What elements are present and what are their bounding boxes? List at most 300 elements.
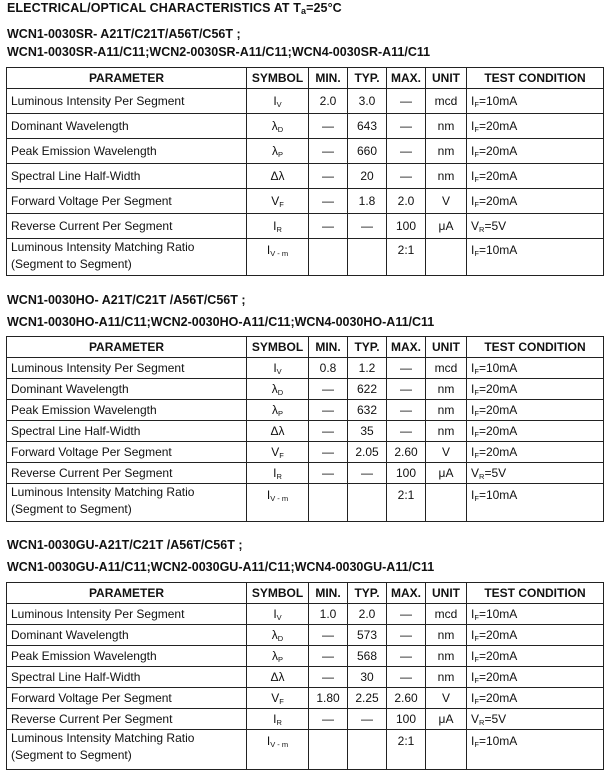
parameter-cell (7, 646, 247, 667)
min-cell (309, 463, 348, 484)
table-row (7, 667, 604, 688)
unit-value: μA (438, 219, 454, 233)
unit-value: nm (437, 424, 455, 438)
symbol-subscript: D (277, 387, 284, 397)
typ-value: — (361, 466, 373, 480)
symbol-cell (247, 89, 309, 114)
symbol-subscript: P (277, 654, 283, 664)
condition-value: =20mA (478, 444, 518, 459)
test-condition-cell (467, 421, 604, 442)
unit-value: nm (437, 169, 455, 183)
max-cell (387, 421, 426, 442)
column-header-cond: TEST CONDITION (467, 583, 604, 604)
table-row (7, 604, 604, 625)
parameter-name: Luminous Intensity Per Segment (11, 94, 185, 108)
min-value: — (322, 712, 334, 726)
test-condition-cell (467, 442, 604, 463)
max-cell (387, 379, 426, 400)
parameter-name: Peak Emission Wavelength (11, 144, 157, 158)
typ-cell (348, 358, 387, 379)
parameter-cell (7, 139, 247, 164)
symbol-cell (247, 688, 309, 709)
unit-cell (426, 89, 467, 114)
min-cell (309, 484, 348, 522)
max-cell (387, 463, 426, 484)
condition-symbol: I (471, 168, 475, 183)
parameter-name: Dominant Wavelength (11, 119, 129, 133)
max-cell (387, 442, 426, 463)
condition-symbol: V (471, 218, 480, 233)
parameter-name: Reverse Current Per Segment (11, 712, 173, 726)
column-header-max: MAX. (387, 337, 426, 358)
condition-value: =20mA (478, 402, 518, 417)
column-header-sym: SYMBOL (247, 583, 309, 604)
table-row (7, 139, 604, 164)
condition-subscript: F (474, 740, 479, 749)
column-header-param: PARAMETER (7, 583, 247, 604)
max-cell (387, 189, 426, 214)
parameter-name: Luminous Intensity Per Segment (11, 361, 185, 375)
min-cell (309, 214, 348, 239)
symbol-cell (247, 189, 309, 214)
typ-cell (348, 139, 387, 164)
table-row (7, 379, 604, 400)
unit-value: nm (437, 144, 455, 158)
max-cell (387, 400, 426, 421)
title-prefix: ELECTRICAL/OPTICAL CHARACTERISTICS AT T (7, 1, 301, 15)
typ-cell (348, 667, 387, 688)
min-value: — (322, 628, 334, 642)
symbol-text: V (271, 690, 280, 705)
parameter-cell (7, 442, 247, 463)
condition-symbol: I (471, 93, 475, 108)
unit-value: μA (438, 466, 454, 480)
unit-cell (426, 358, 467, 379)
parameter-block (11, 484, 246, 518)
typ-cell (348, 463, 387, 484)
min-cell (309, 400, 348, 421)
min-cell (309, 189, 348, 214)
unit-cell (426, 164, 467, 189)
symbol-subscript: V (276, 612, 282, 622)
typ-cell (348, 239, 387, 276)
condition-symbol: I (471, 444, 475, 459)
min-value: — (322, 219, 334, 233)
test-condition-cell (467, 379, 604, 400)
symbol-cell (247, 421, 309, 442)
parameter-cell (7, 400, 247, 421)
max-value: 2:1 (397, 488, 415, 502)
test-condition-cell (467, 358, 604, 379)
min-cell (309, 604, 348, 625)
min-cell (309, 358, 348, 379)
typ-value: — (361, 219, 373, 233)
parameter-name: Peak Emission Wavelength (11, 403, 157, 417)
test-condition-cell (467, 463, 604, 484)
parameter-name: Reverse Current Per Segment (11, 466, 173, 480)
table-row (7, 688, 604, 709)
parameter-name: Spectral Line Half-Width (11, 424, 141, 438)
typ-cell (348, 421, 387, 442)
typ-cell (348, 379, 387, 400)
unit-cell (426, 667, 467, 688)
max-value: 100 (395, 712, 417, 726)
test-condition-cell (467, 667, 604, 688)
condition-symbol: I (471, 423, 475, 438)
symbol-text: I (266, 734, 271, 748)
min-value: 0.8 (319, 361, 337, 375)
condition-value: =5V (484, 711, 507, 726)
min-value: — (322, 194, 334, 208)
unit-value: mcd (434, 361, 458, 375)
typ-cell (348, 730, 387, 770)
unit-value: V (441, 194, 450, 208)
parameter-cell (7, 214, 247, 239)
symbol-subscript: P (277, 408, 283, 418)
min-cell (309, 421, 348, 442)
condition-symbol: I (471, 690, 475, 705)
condition-value: =20mA (478, 143, 518, 158)
title-suffix: =25°C (306, 1, 342, 15)
typ-cell (348, 484, 387, 522)
section-1-model-line-2: WCN1-0030SR-A11/C11;WCN2-0030SR-A11/C11;WCN4-0030SR-A11/C11 (7, 45, 431, 59)
condition-subscript: F (474, 149, 479, 159)
typ-cell (348, 400, 387, 421)
unit-cell (426, 688, 467, 709)
unit-cell (426, 646, 467, 667)
table-row (7, 358, 604, 379)
symbol-text: I (273, 360, 277, 375)
column-header-typ: TYP. (348, 68, 387, 89)
unit-value: nm (437, 403, 455, 417)
symbol-cell (247, 400, 309, 421)
section-2-model-line-1: WCN1-0030HO- A21T/C21T /A56T/C56T ; (7, 293, 246, 307)
max-cell (387, 604, 426, 625)
symbol-subscript: V - m (270, 249, 289, 258)
condition-symbol: I (471, 193, 475, 208)
parameter-cell (7, 688, 247, 709)
symbol-cell (247, 442, 309, 463)
table-row (7, 625, 604, 646)
max-cell (387, 358, 426, 379)
condition-value: =20mA (478, 168, 518, 183)
typ-cell (348, 625, 387, 646)
min-value: 2.0 (319, 94, 337, 108)
table-header-row (7, 583, 604, 604)
column-header-param: PARAMETER (7, 337, 247, 358)
symbol-text: Δλ (270, 670, 285, 684)
condition-subscript: R (479, 471, 485, 481)
condition-subscript: F (474, 124, 479, 134)
min-cell (309, 688, 348, 709)
table-header-row (7, 68, 604, 89)
max-cell (387, 484, 426, 522)
column-header-typ: TYP. (348, 337, 387, 358)
unit-cell (426, 114, 467, 139)
min-value: — (322, 670, 334, 684)
condition-subscript: F (474, 249, 479, 258)
parameter-cell (7, 604, 247, 625)
min-cell (309, 379, 348, 400)
max-value: 2:1 (397, 734, 415, 748)
table-row (7, 164, 604, 189)
table-row (7, 709, 604, 730)
condition-subscript: F (474, 99, 479, 109)
condition-value: =10mA (478, 734, 518, 748)
parameter-note: (Segment to Segment) (11, 257, 132, 271)
condition-symbol: V (471, 711, 480, 726)
min-cell (309, 667, 348, 688)
typ-cell (348, 709, 387, 730)
symbol-text: I (273, 711, 277, 726)
condition-value: =10mA (478, 243, 518, 257)
parameter-name: Luminous Intensity Per Segment (11, 607, 185, 621)
min-cell (309, 164, 348, 189)
typ-cell (348, 164, 387, 189)
max-value: — (400, 382, 412, 396)
condition-value: =20mA (478, 627, 518, 642)
max-cell (387, 139, 426, 164)
symbol-subscript: D (277, 633, 284, 643)
table-row (7, 89, 604, 114)
parameter-name: Spectral Line Half-Width (11, 169, 141, 183)
symbol-cell (247, 730, 309, 770)
parameter-cell (7, 114, 247, 139)
symbol-text: λ (271, 381, 278, 396)
parameter-cell (7, 89, 247, 114)
symbol-text: I (273, 218, 277, 233)
spec-table-1 (6, 67, 604, 276)
parameter-note: (Segment to Segment) (11, 502, 132, 516)
parameter-cell (7, 667, 247, 688)
unit-cell (426, 239, 467, 276)
unit-cell (426, 189, 467, 214)
page-title (7, 1, 342, 16)
symbol-subscript: F (279, 199, 284, 209)
max-value: 100 (395, 466, 417, 480)
symbol-cell (247, 358, 309, 379)
table-row (7, 646, 604, 667)
symbol-cell (247, 114, 309, 139)
condition-subscript: R (479, 717, 485, 727)
max-cell (387, 730, 426, 770)
test-condition-cell (467, 604, 604, 625)
symbol-subscript: V (276, 366, 282, 376)
symbol-text: V (271, 444, 280, 459)
typ-value: 632 (356, 403, 378, 417)
symbol-text: I (273, 606, 277, 621)
max-cell (387, 114, 426, 139)
max-value: — (400, 424, 412, 438)
symbol-text: λ (271, 402, 278, 417)
test-condition-cell (467, 709, 604, 730)
condition-subscript: F (474, 199, 479, 209)
typ-value: 20 (360, 169, 374, 183)
table-row (7, 730, 604, 770)
test-condition-cell (467, 214, 604, 239)
typ-value: 2.05 (355, 445, 379, 459)
condition-value: =20mA (478, 118, 518, 133)
table-row (7, 239, 604, 276)
condition-symbol: I (471, 734, 475, 748)
test-condition-cell (467, 400, 604, 421)
test-condition-cell (467, 164, 604, 189)
symbol-cell (247, 604, 309, 625)
symbol-text: I (266, 488, 271, 502)
test-condition-cell (467, 239, 604, 276)
symbol-subscript: R (276, 717, 282, 727)
typ-cell (348, 604, 387, 625)
min-value: — (322, 445, 334, 459)
condition-symbol: I (471, 402, 475, 417)
unit-value: mcd (434, 94, 458, 108)
unit-cell (426, 709, 467, 730)
parameter-block (11, 239, 246, 273)
min-value: — (322, 169, 334, 183)
symbol-cell (247, 625, 309, 646)
test-condition-cell (467, 189, 604, 214)
max-value: — (400, 649, 412, 663)
condition-value: =10mA (478, 488, 518, 502)
typ-cell (348, 214, 387, 239)
condition-value: =10mA (478, 93, 518, 108)
column-header-typ: TYP. (348, 583, 387, 604)
symbol-cell (247, 164, 309, 189)
min-value: — (322, 649, 334, 663)
typ-cell (348, 442, 387, 463)
max-value: — (400, 628, 412, 642)
min-cell (309, 709, 348, 730)
min-value: — (322, 382, 334, 396)
condition-subscript: F (474, 633, 479, 643)
parameter-cell (7, 189, 247, 214)
column-header-min: MIN. (309, 68, 348, 89)
parameter-cell (7, 164, 247, 189)
symbol-cell (247, 214, 309, 239)
symbol-subscript: R (276, 224, 282, 234)
symbol-cell (247, 709, 309, 730)
typ-value: 30 (360, 670, 374, 684)
symbol-subscript: D (277, 124, 284, 134)
test-condition-cell (467, 139, 604, 164)
test-condition-cell (467, 114, 604, 139)
max-cell (387, 214, 426, 239)
unit-cell (426, 484, 467, 522)
section-2-model-line-2: WCN1-0030HO-A11/C11;WCN2-0030HO-A11/C11;WCN4-0030HO-A11/C11 (7, 315, 435, 329)
min-cell (309, 114, 348, 139)
symbol-cell (247, 484, 309, 522)
min-cell (309, 89, 348, 114)
condition-value: =5V (484, 218, 507, 233)
max-value: 2.60 (394, 691, 418, 705)
condition-symbol: I (471, 669, 475, 684)
parameter-block (11, 730, 246, 764)
parameter-cell (7, 463, 247, 484)
column-header-min: MIN. (309, 337, 348, 358)
condition-subscript: F (474, 612, 479, 622)
symbol-text: I (266, 243, 271, 257)
min-cell (309, 646, 348, 667)
column-header-min: MIN. (309, 583, 348, 604)
spec-table-2 (6, 336, 604, 522)
condition-subscript: F (474, 387, 479, 397)
parameter-name: Spectral Line Half-Width (11, 670, 141, 684)
column-header-unit: UNIT (426, 337, 467, 358)
symbol-text: Δλ (270, 424, 285, 438)
section-3-model-line-1: WCN1-0030GU-A21T/C21T /A56T/C56T ; (7, 538, 243, 552)
max-value: 2.60 (394, 445, 418, 459)
title-subscript: a (300, 6, 307, 16)
unit-cell (426, 139, 467, 164)
condition-subscript: F (474, 174, 479, 184)
typ-value: 573 (356, 628, 378, 642)
unit-value: nm (437, 628, 455, 642)
condition-value: =5V (484, 465, 507, 480)
parameter-cell (7, 709, 247, 730)
condition-symbol: I (471, 381, 475, 396)
parameter-cell (7, 379, 247, 400)
condition-symbol: V (471, 465, 480, 480)
test-condition-cell (467, 646, 604, 667)
symbol-cell (247, 239, 309, 276)
test-condition-cell (467, 89, 604, 114)
column-header-unit: UNIT (426, 583, 467, 604)
condition-symbol: I (471, 488, 475, 502)
min-value: 1.80 (316, 691, 340, 705)
condition-value: =20mA (478, 690, 518, 705)
table-row (7, 442, 604, 463)
typ-cell (348, 189, 387, 214)
column-header-sym: SYMBOL (247, 68, 309, 89)
condition-subscript: F (474, 408, 479, 418)
table-row (7, 114, 604, 139)
condition-subscript: F (474, 450, 479, 460)
max-value: — (400, 94, 412, 108)
typ-value: 660 (356, 144, 378, 158)
unit-cell (426, 442, 467, 463)
column-header-unit: UNIT (426, 68, 467, 89)
typ-value: 568 (356, 649, 378, 663)
typ-cell (348, 114, 387, 139)
condition-subscript: F (474, 675, 479, 685)
typ-value: 1.8 (358, 194, 376, 208)
typ-value: 643 (356, 119, 378, 133)
parameter-name: Dominant Wavelength (11, 382, 129, 396)
unit-value: nm (437, 119, 455, 133)
symbol-text: λ (271, 627, 278, 642)
min-cell (309, 625, 348, 646)
typ-value: — (361, 712, 373, 726)
parameter-name: Forward Voltage Per Segment (11, 194, 172, 208)
parameter-name: Forward Voltage Per Segment (11, 445, 172, 459)
min-value: — (322, 466, 334, 480)
unit-cell (426, 463, 467, 484)
table-row (7, 463, 604, 484)
max-value: — (400, 607, 412, 621)
max-value: — (400, 144, 412, 158)
table-header-row (7, 337, 604, 358)
parameter-cell (7, 484, 247, 522)
column-header-max: MAX. (387, 68, 426, 89)
column-header-cond: TEST CONDITION (467, 68, 604, 89)
unit-value: V (441, 445, 450, 459)
column-header-param: PARAMETER (7, 68, 247, 89)
condition-value: =20mA (478, 193, 518, 208)
min-value: — (322, 144, 334, 158)
typ-value: 35 (360, 424, 374, 438)
table-row (7, 189, 604, 214)
min-value: — (322, 424, 334, 438)
